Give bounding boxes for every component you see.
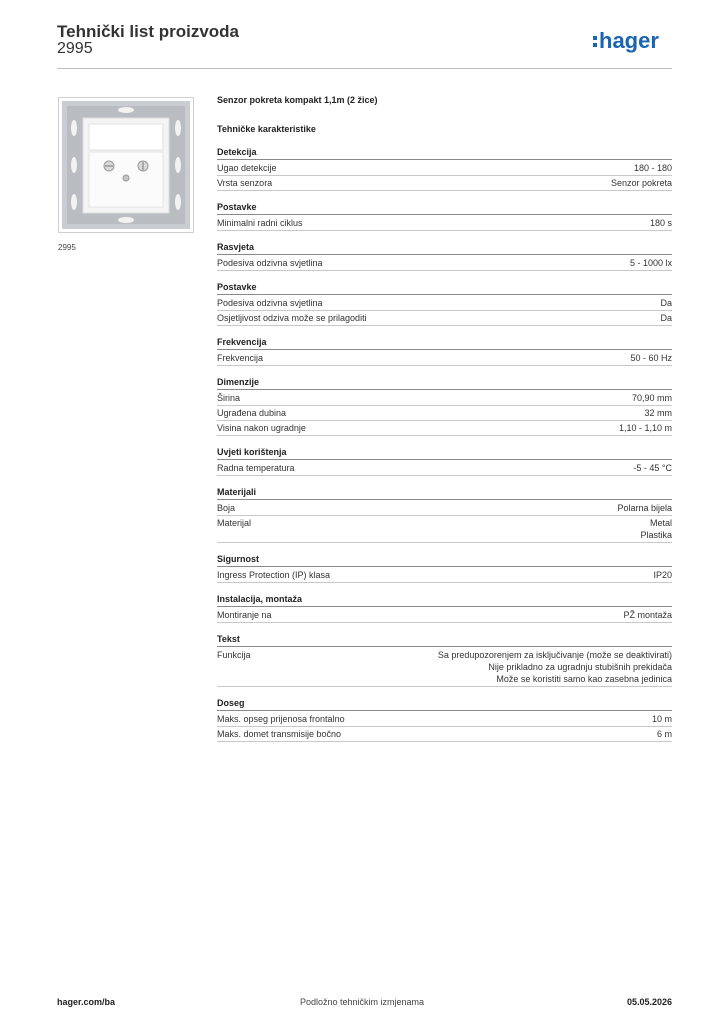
spec-value xyxy=(653,569,672,581)
svg-text:hager: hager xyxy=(599,28,659,53)
spec-label: Frekvencija xyxy=(217,353,264,363)
spec-section xyxy=(217,201,672,231)
spec-value-line: Plastika xyxy=(640,530,672,540)
hager-logo xyxy=(592,26,674,58)
spec-value xyxy=(619,422,672,434)
spec-label: Boja xyxy=(217,503,236,513)
spec-value-line: 180 s xyxy=(649,218,672,228)
spec-value xyxy=(617,502,672,514)
image-caption: 2995 xyxy=(58,243,76,252)
section-title: Frekvencija xyxy=(217,336,672,350)
spec-heading: Tehničke karakteristike xyxy=(217,124,316,134)
footer-website[interactable]: hager.com/ba xyxy=(57,997,116,1007)
spec-value xyxy=(640,517,672,541)
spec-label: Funkcija xyxy=(217,650,251,660)
spec-value xyxy=(660,312,672,324)
section-title: Instalacija, montaža xyxy=(217,593,672,607)
spec-row xyxy=(217,421,672,436)
spec-value xyxy=(623,609,672,621)
product-title: Senzor pokreta kompakt 1,1m (2 žice) xyxy=(217,95,378,105)
spec-value-line: Može se koristiti samo kao zasebna jedinica xyxy=(496,674,672,684)
spec-value xyxy=(438,649,672,685)
spec-value-line: 1,10 - 1,10 m xyxy=(618,423,672,433)
section-title: Sigurnost xyxy=(217,553,672,567)
spec-value xyxy=(660,297,672,309)
spec-row xyxy=(217,296,672,311)
spec-value xyxy=(652,713,672,725)
spec-value-line: Da xyxy=(660,298,672,308)
spec-value xyxy=(634,162,672,174)
product-code: 2995 xyxy=(57,40,93,57)
spec-section xyxy=(217,697,672,742)
spec-value-line: Da xyxy=(660,313,672,323)
spec-label: Podesiva odzivna svjetlina xyxy=(217,298,323,308)
spec-label: Maks. opseg prijenosa frontalno xyxy=(217,714,345,724)
section-title: Rasvjeta xyxy=(217,241,672,255)
spec-value-line: 5 - 1000 lx xyxy=(629,258,672,268)
spec-value xyxy=(644,407,672,419)
spec-section xyxy=(217,146,672,191)
spec-value xyxy=(630,257,672,269)
section-title: Doseg xyxy=(217,697,672,711)
spec-section xyxy=(217,593,672,623)
spec-row xyxy=(217,648,672,687)
section-title: Postavke xyxy=(217,281,672,295)
spec-value-line: 50 - 60 Hz xyxy=(630,353,672,363)
section-title: Postavke xyxy=(217,201,672,215)
spec-label: Vrsta senzora xyxy=(217,178,273,188)
spec-row xyxy=(217,568,672,583)
spec-row xyxy=(217,406,672,421)
spec-section xyxy=(217,633,672,687)
spec-sections xyxy=(217,146,672,742)
spec-value xyxy=(633,462,672,474)
product-image xyxy=(58,97,194,233)
spec-value-line: Senzor pokreta xyxy=(610,178,672,188)
spec-value-line: 6 m xyxy=(656,729,672,739)
spec-row xyxy=(217,516,672,543)
spec-section xyxy=(217,553,672,583)
spec-label: Ingress Protection (IP) klasa xyxy=(217,570,331,580)
spec-section xyxy=(217,336,672,366)
spec-label: Podesiva odzivna svjetlina xyxy=(217,258,323,268)
spec-label: Materijal xyxy=(217,518,252,528)
spec-row xyxy=(217,501,672,516)
spec-row xyxy=(217,311,672,326)
spec-value-line: 180 - 180 xyxy=(633,163,672,173)
spec-value-line: IP20 xyxy=(653,570,672,580)
spec-label: Radna temperatura xyxy=(217,463,295,473)
spec-section xyxy=(217,486,672,543)
spec-row xyxy=(217,176,672,191)
spec-row xyxy=(217,351,672,366)
section-title: Detekcija xyxy=(217,146,672,160)
spec-sheet xyxy=(217,94,672,742)
spec-label: Ugao detekcije xyxy=(217,163,277,173)
spec-label: Osjetljivost odziva može se prilagoditi xyxy=(217,313,367,323)
spec-label: Ugrađena dubina xyxy=(217,408,287,418)
spec-value xyxy=(657,728,672,740)
spec-value-line: PŽ montaža xyxy=(623,610,672,620)
motion-sensor-picture xyxy=(59,98,193,232)
section-title: Tekst xyxy=(217,633,672,647)
spec-label: Visina nakon ugradnje xyxy=(217,423,306,433)
section-title: Dimenzije xyxy=(217,376,672,390)
spec-row xyxy=(217,256,672,271)
spec-label: Montiranje na xyxy=(217,610,272,620)
spec-value xyxy=(611,177,672,189)
spec-row xyxy=(217,161,672,176)
spec-section xyxy=(217,281,672,326)
section-title: Materijali xyxy=(217,486,672,500)
footer-notice: Podložno tehničkim izmjenama xyxy=(299,997,425,1007)
section-title: Uvjeti korištenja xyxy=(217,446,672,460)
spec-row xyxy=(217,216,672,231)
header-divider xyxy=(57,68,672,69)
spec-value-line: Sa predupozorenjem za isključivanje (može se deaktivirati) xyxy=(437,650,672,660)
spec-value xyxy=(630,352,672,364)
spec-row xyxy=(217,712,672,727)
spec-row xyxy=(217,461,672,476)
spec-value-line: 70,90 mm xyxy=(631,393,672,403)
spec-value-line: Metal xyxy=(649,518,672,528)
spec-section xyxy=(217,376,672,436)
spec-row xyxy=(217,391,672,406)
spec-value xyxy=(650,217,672,229)
spec-row xyxy=(217,727,672,742)
spec-section xyxy=(217,241,672,271)
spec-label: Minimalni radni ciklus xyxy=(217,218,303,228)
spec-label: Maks. domet transmisije bočno xyxy=(217,729,342,739)
spec-value-line: Nije prikladno za ugradnju stubišnih prekidača xyxy=(488,662,672,672)
spec-section xyxy=(217,446,672,476)
spec-label: Širina xyxy=(217,393,241,403)
spec-value-line: Polarna bijela xyxy=(617,503,672,513)
spec-value-line: -5 - 45 °C xyxy=(633,463,672,473)
spec-row xyxy=(217,608,672,623)
page-title: Tehnički list proizvoda xyxy=(57,22,239,41)
spec-value-line: 10 m xyxy=(651,714,672,724)
footer-date: 05.05.2026 xyxy=(626,997,672,1007)
spec-value xyxy=(632,392,672,404)
spec-value-line: 32 mm xyxy=(644,408,672,418)
